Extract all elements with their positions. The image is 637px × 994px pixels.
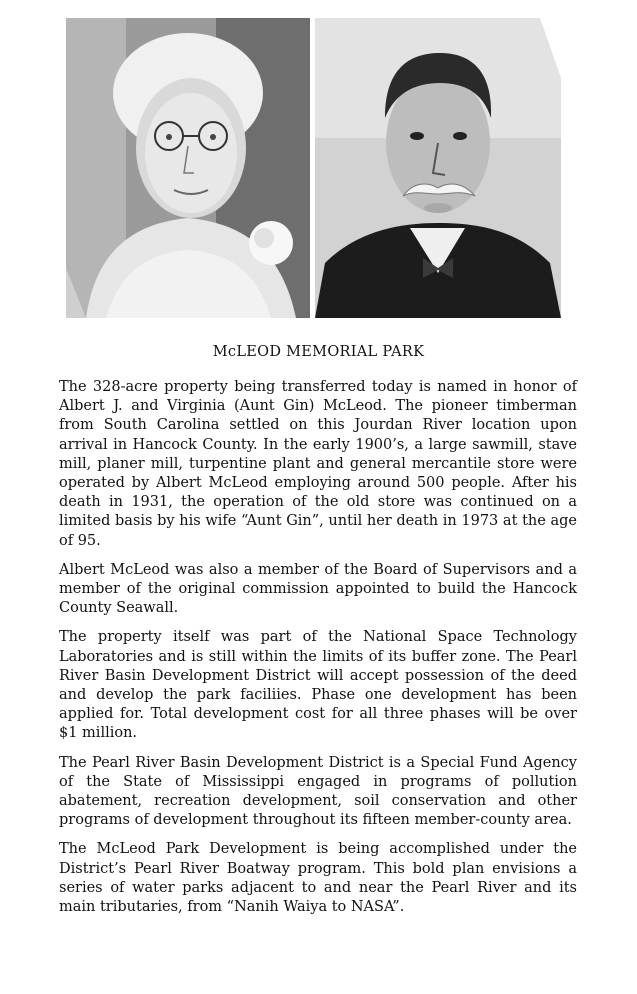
paragraph-supervisors: Albert McLeod was also a member of the Board of Supervisors and a member of the original commission appointed to build the Hancock County Seawall. <box>59 561 577 617</box>
portrait-woman-illustration <box>66 18 310 318</box>
portrait-photo-man <box>315 18 561 318</box>
article-body <box>59 378 577 927</box>
paragraph-district: The Pearl River Basin Development District is a Special Fund Agency of the State of Mississippi engaged in programs of pollution abatement, recreation development, soil conservation and other programs of development throughout its fifteen member-county area. <box>59 754 577 829</box>
page-title: McLEOD MEMORIAL PARK <box>212 344 425 360</box>
paragraph-intro: The 328-acre property being transferred today is named in honor of Albert J. and Virginia (Aunt Gin) McLeod. The pioneer timberman from South Carolina settled on this Jourdan River location upon arrival in Hancock County. In the early 1900’s, a large sawmill, stave mill, planer mill, turpentine plant and general mercantile store were operated by Albert McLeod employing around 500 people. After his death in 1931, the operation of the old store was continued on a limited basis by his wife “Aunt Gin”, until her death in 1973 at the age of 95. <box>59 379 577 549</box>
paragraph-property: The property itself was part of the National Space Technology Laboratories and is still within the limits of its buffer zone. The Pearl River Basin Development District will accept possession of the deed and develop the park faciliies. Phase one development has been applied for. Total development cost for all three phases will be over $1 million. <box>59 629 577 742</box>
portrait-photo-woman <box>66 18 310 318</box>
portrait-man-illustration <box>315 18 561 318</box>
paragraph-boatway: The McLeod Park Development is being accomplished under the District’s Pearl River Boatway program. This bold plan envisions a series of water parks adjacent to and near the Pearl River and its main tributaries, from “Nanih Waiya to NASA”. <box>59 841 577 916</box>
